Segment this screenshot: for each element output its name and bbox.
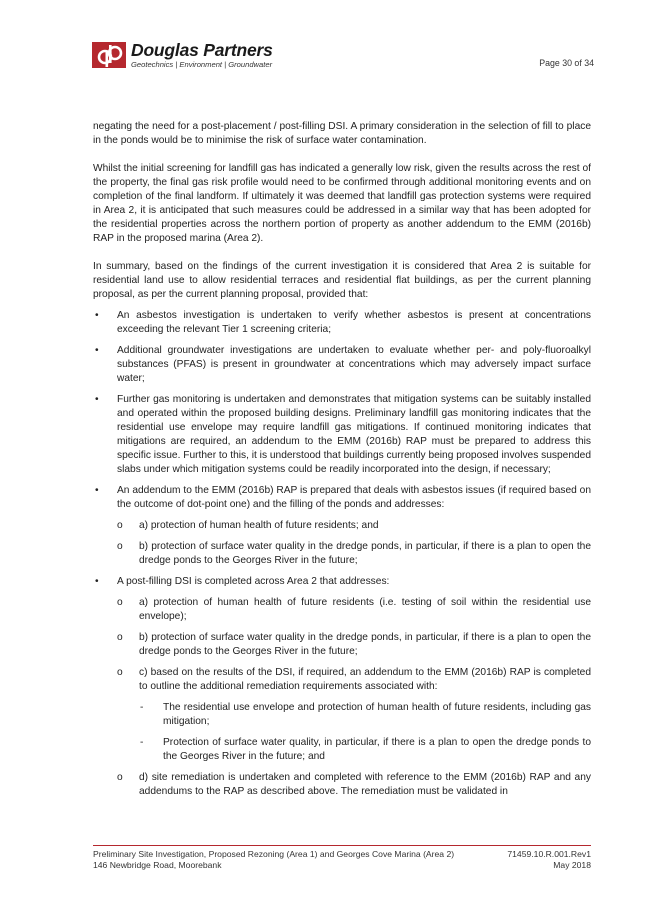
sub-bullet-item (93, 771, 591, 799)
sub-bullet-item (93, 596, 591, 624)
sub-bullet-marker: o (117, 597, 123, 608)
footer-divider (93, 845, 591, 846)
company-tagline: Geotechnics | Environment | Groundwater (131, 60, 273, 69)
bullet-marker: • (95, 345, 99, 356)
sub-bullet-text: b) protection of surface water quality in the dredge ponds, in particular, if there is a plan to open the dredge ponds to the Georges River in the future; (139, 632, 591, 657)
dash-text: The residential use envelope and protection of human health of future residents, including gas mitigation; (163, 702, 591, 727)
sub-bullet-text: a) protection of human health of future residents; and (139, 520, 379, 531)
bullet-item (93, 309, 591, 337)
document-body (93, 120, 591, 806)
page-header (92, 42, 594, 72)
sub-bullet-item (93, 540, 591, 568)
bullet-text: A post-filling DSI is completed across Area 2 that addresses: (117, 576, 390, 587)
sub-bullet-text: a) protection of human health of future residents (i.e. testing of soil within the residential use envelope); (139, 597, 591, 622)
footer-date: May 2018 (553, 860, 591, 870)
bullet-item (93, 484, 591, 512)
dash-marker: - (140, 737, 144, 748)
bullet-marker: • (95, 394, 99, 405)
sub-bullet-text: d) site remediation is undertaken and completed with reference to the EMM (2016b) RAP and any addendums to the RAP as described above. The remediation must be validated in (139, 772, 591, 797)
footer-report-title: Preliminary Site Investigation, Proposed Rezoning (Area 1) and Georges Cove Marina (Area 2) (93, 849, 455, 859)
bullet-marker: • (95, 485, 99, 496)
paragraph: Whilst the initial screening for landfill gas has indicated a generally low risk, given the results across the rest of the property, the final gas risk profile would need to be confirmed through additional monitoring events and on completion of the final landform. If ultimately it was deemed that landfill gas protection systems were required in Area 2, it is anticipated that such measures could be addressed in a similar way that has been adopted for the residential properties across the northern portion of property as another addendum to the EMM (2016b) RAP in the proposed marina (Area 2). (93, 163, 591, 244)
sub-bullet-item (93, 519, 591, 533)
bullet-text: Additional groundwater investigations are undertaken to evaluate whether per- and poly-fluoroalkyl substances (PFAS) is present in groundwater at concentrations which may adversely impact surface water; (117, 345, 591, 384)
bullet-marker: • (95, 576, 99, 587)
sub-bullet-item (93, 631, 591, 659)
paragraph: In summary, based on the findings of the current investigation it is considered that Area 2 is suitable for residential land use to allow residential terraces and residential flat buildings, as per the current planning proposal, as per the current planning proposal, provided that: (93, 261, 591, 300)
sub-bullet-marker: o (117, 632, 123, 643)
bullet-item (93, 393, 591, 477)
sub-bullet-text: c) based on the results of the DSI, if required, an addendum to the EMM (2016b) RAP is completed to outline the additional remediation requirements associated with: (139, 667, 591, 692)
logo-text (131, 40, 273, 69)
bullet-marker: • (95, 310, 99, 321)
sub-bullet-text: b) protection of surface water quality in the dredge ponds, in particular, if there is a plan to open the dredge ponds to the Georges River in the future; (139, 541, 591, 566)
sub-bullet-item (93, 666, 591, 694)
sub-bullet-marker: o (117, 667, 123, 678)
footer-report-number: 71459.10.R.001.Rev1 (507, 849, 591, 859)
footer-address: 146 Newbridge Road, Moorebank (93, 860, 222, 870)
company-name: Douglas Partners (131, 40, 273, 60)
douglas-partners-logo-icon (92, 42, 126, 68)
bullet-text: Further gas monitoring is undertaken and demonstrates that mitigation systems can be suitably installed and operated within the proposed building designs. Preliminary landfill gas monitoring indicates that the residential use envelope may require landfill gas mitigations. If continued monitoring indicates that mitigations are required, an addendum to the EMM (2016b) RAP must be prepared to address this specific issue. Further to this, it is understood that buildings currently being proposed involves suspended slabs under which mitigation systems could be readily incorporated into the design, if necessary; (117, 394, 591, 475)
dash-marker: - (140, 702, 144, 713)
dash-text: Protection of surface water quality, in particular, if there is a plan to open the dredge ponds to the Georges River in the future; and (163, 737, 591, 762)
bullet-item (93, 575, 591, 589)
dash-item (93, 701, 591, 729)
bullet-item (93, 344, 591, 386)
sub-bullet-marker: o (117, 541, 123, 552)
sub-bullet-marker: o (117, 772, 123, 783)
paragraph: negating the need for a post-placement / post-filling DSI. A primary consideration in the selection of fill to place in the ponds would be to minimise the risk of surface water contamination. (93, 121, 591, 146)
bullet-text: An asbestos investigation is undertaken to verify whether asbestos is present at concentrations exceeding the relevant Tier 1 screening criteria; (117, 310, 591, 335)
dash-item (93, 736, 591, 764)
page-number: Page 30 of 34 (539, 58, 594, 68)
bullet-text: An addendum to the EMM (2016b) RAP is prepared that deals with asbestos issues (if required based on the outcome of dot-point one) and the filling of the ponds and addresses: (117, 485, 591, 510)
sub-bullet-marker: o (117, 520, 123, 531)
